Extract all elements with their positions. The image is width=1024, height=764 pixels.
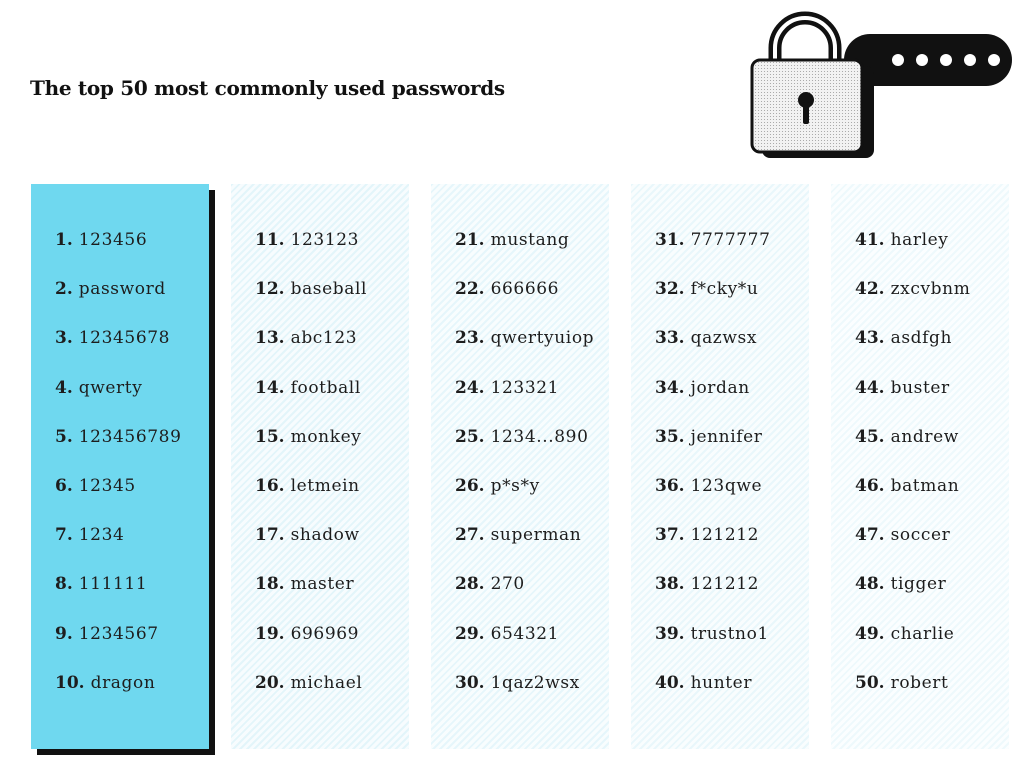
rank-number: 6.: [55, 475, 73, 496]
list-item: [455, 524, 609, 573]
list-item: [55, 377, 209, 426]
list-item: [455, 327, 609, 376]
list-item: [255, 475, 409, 524]
list-item: [455, 475, 609, 524]
list-item: [255, 426, 409, 475]
password-text: jordan: [690, 377, 750, 398]
rank-number: 18.: [255, 574, 285, 595]
rank-number: 38.: [655, 574, 685, 595]
list-item: [55, 278, 209, 327]
rank-number: 49.: [855, 623, 885, 644]
password-text: 123456789: [78, 426, 182, 447]
list-item: [255, 377, 409, 426]
rank-number: 5.: [55, 426, 73, 447]
password-text: 121212: [690, 525, 760, 546]
password-text: trustno1: [690, 623, 769, 644]
rank-number: 21.: [455, 230, 485, 250]
rank-number: 13.: [255, 328, 285, 349]
rank-number: 36.: [655, 475, 685, 496]
list-item: [455, 573, 609, 622]
password-text: qazwsx: [690, 328, 758, 349]
list-item: [55, 623, 209, 672]
password-text: password: [78, 279, 166, 300]
page-title: The top 50 most commonly used passwords: [30, 76, 505, 100]
rank-number: 16.: [255, 475, 285, 496]
password-text: asdfgh: [890, 328, 953, 349]
password-text: 666666: [490, 279, 560, 300]
list-item: [455, 672, 609, 721]
rank-number: 19.: [255, 623, 285, 644]
password-text: football: [290, 377, 361, 398]
password-text: shadow: [290, 525, 360, 546]
rank-number: 34.: [655, 377, 685, 398]
list-item: [855, 229, 1009, 278]
password-text: 121212: [690, 574, 760, 595]
password-column-4: [631, 184, 809, 749]
rank-number: 28.: [455, 574, 485, 595]
password-text: jennifer: [690, 426, 763, 447]
rank-number: 45.: [855, 426, 885, 447]
password-text: 1234: [78, 525, 125, 546]
password-text: hunter: [690, 672, 753, 693]
password-column-5: [831, 184, 1009, 749]
rank-number: 48.: [855, 574, 885, 595]
list-item: [55, 327, 209, 376]
list-item: [655, 623, 809, 672]
password-text: 1234...890: [490, 426, 589, 447]
rank-number: 20.: [255, 672, 285, 693]
rank-number: 33.: [655, 328, 685, 349]
list-item: [455, 278, 609, 327]
rank-number: 30.: [455, 672, 485, 693]
list-item: [455, 623, 609, 672]
rank-number: 23.: [455, 328, 485, 349]
password-text: 12345: [78, 475, 136, 496]
rank-number: 39.: [655, 623, 685, 644]
password-text: zxcvbnm: [890, 279, 971, 300]
password-text: 1qaz2wsx: [490, 672, 580, 693]
password-column-1: [31, 184, 209, 749]
password-text: monkey: [290, 426, 362, 447]
list-item: [855, 426, 1009, 475]
rank-number: 8.: [55, 574, 73, 595]
list-item: [455, 377, 609, 426]
password-text: charlie: [890, 623, 955, 644]
list-item: [55, 672, 209, 721]
password-text: andrew: [890, 426, 959, 447]
password-text: qwerty: [78, 377, 143, 398]
list-item: [255, 573, 409, 622]
rank-number: 10.: [55, 672, 85, 693]
list-item: [55, 475, 209, 524]
rank-number: 12.: [255, 279, 285, 300]
list-item: [255, 623, 409, 672]
padlock-with-password-dots-icon: [748, 4, 1016, 162]
list-item: [855, 377, 1009, 426]
password-text: 7777777: [690, 230, 771, 250]
rank-number: 15.: [255, 426, 285, 447]
rank-number: 25.: [455, 426, 485, 447]
password-text: superman: [490, 525, 582, 546]
password-text: 123456: [78, 230, 148, 250]
password-text: baseball: [290, 279, 368, 300]
rank-number: 1.: [55, 230, 73, 250]
list-item: [55, 426, 209, 475]
list-item: [855, 672, 1009, 721]
password-text: 654321: [490, 623, 560, 644]
list-item: [855, 278, 1009, 327]
rank-number: 42.: [855, 279, 885, 300]
password-text: abc123: [290, 328, 358, 349]
rank-number: 37.: [655, 525, 685, 546]
rank-number: 44.: [855, 377, 885, 398]
list-item: [655, 426, 809, 475]
rank-number: 17.: [255, 525, 285, 546]
list-item: [255, 327, 409, 376]
rank-number: 2.: [55, 279, 73, 300]
rank-number: 31.: [655, 230, 685, 250]
list-item: [655, 377, 809, 426]
rank-number: 11.: [255, 230, 285, 250]
list-item: [55, 524, 209, 573]
password-text: 123123: [290, 230, 360, 250]
password-column-2: [231, 184, 409, 749]
rank-number: 3.: [55, 328, 73, 349]
password-text: 1234567: [78, 623, 159, 644]
rank-number: 40.: [655, 672, 685, 693]
password-text: letmein: [290, 475, 360, 496]
list-item: [655, 672, 809, 721]
rank-number: 50.: [855, 672, 885, 693]
list-item: [655, 524, 809, 573]
rank-number: 24.: [455, 377, 485, 398]
list-item: [655, 278, 809, 327]
list-item: [855, 327, 1009, 376]
list-item: [255, 229, 409, 278]
password-text: 123321: [490, 377, 560, 398]
password-text: soccer: [890, 525, 951, 546]
rank-number: 29.: [455, 623, 485, 644]
password-column-3: [431, 184, 609, 749]
password-text: qwertyuiop: [490, 328, 595, 349]
password-text: buster: [890, 377, 950, 398]
rank-number: 47.: [855, 525, 885, 546]
password-text: p*s*y: [490, 475, 540, 496]
list-item: [55, 573, 209, 622]
rank-number: 35.: [655, 426, 685, 447]
list-item: [655, 327, 809, 376]
password-text: 12345678: [78, 328, 171, 349]
list-item: [455, 229, 609, 278]
rank-number: 7.: [55, 525, 73, 546]
rank-number: 14.: [255, 377, 285, 398]
password-text: tigger: [890, 574, 947, 595]
list-item: [255, 672, 409, 721]
rank-number: 46.: [855, 475, 885, 496]
rank-number: 27.: [455, 525, 485, 546]
rank-number: 32.: [655, 279, 685, 300]
password-text: master: [290, 574, 355, 595]
list-item: [255, 524, 409, 573]
list-item: [655, 573, 809, 622]
password-text: batman: [890, 475, 960, 496]
password-text: dragon: [90, 672, 156, 693]
rank-number: 26.: [455, 475, 485, 496]
password-text: 696969: [290, 623, 360, 644]
list-item: [655, 475, 809, 524]
list-item: [855, 475, 1009, 524]
list-item: [55, 229, 209, 278]
password-text: f*cky*u: [690, 279, 759, 300]
list-item: [855, 623, 1009, 672]
password-text: 123qwe: [690, 475, 763, 496]
list-item: [655, 229, 809, 278]
password-text: robert: [890, 672, 949, 693]
rank-number: 41.: [855, 230, 885, 250]
list-item: [855, 524, 1009, 573]
password-text: harley: [890, 230, 949, 250]
rank-number: 9.: [55, 623, 73, 644]
password-text: 270: [490, 574, 525, 595]
rank-number: 43.: [855, 328, 885, 349]
rank-number: 22.: [455, 279, 485, 300]
rank-number: 4.: [55, 377, 73, 398]
list-item: [855, 573, 1009, 622]
password-text: michael: [290, 672, 363, 693]
list-item: [455, 426, 609, 475]
list-item: [255, 278, 409, 327]
password-text: mustang: [490, 230, 570, 250]
password-text: 111111: [78, 574, 148, 595]
